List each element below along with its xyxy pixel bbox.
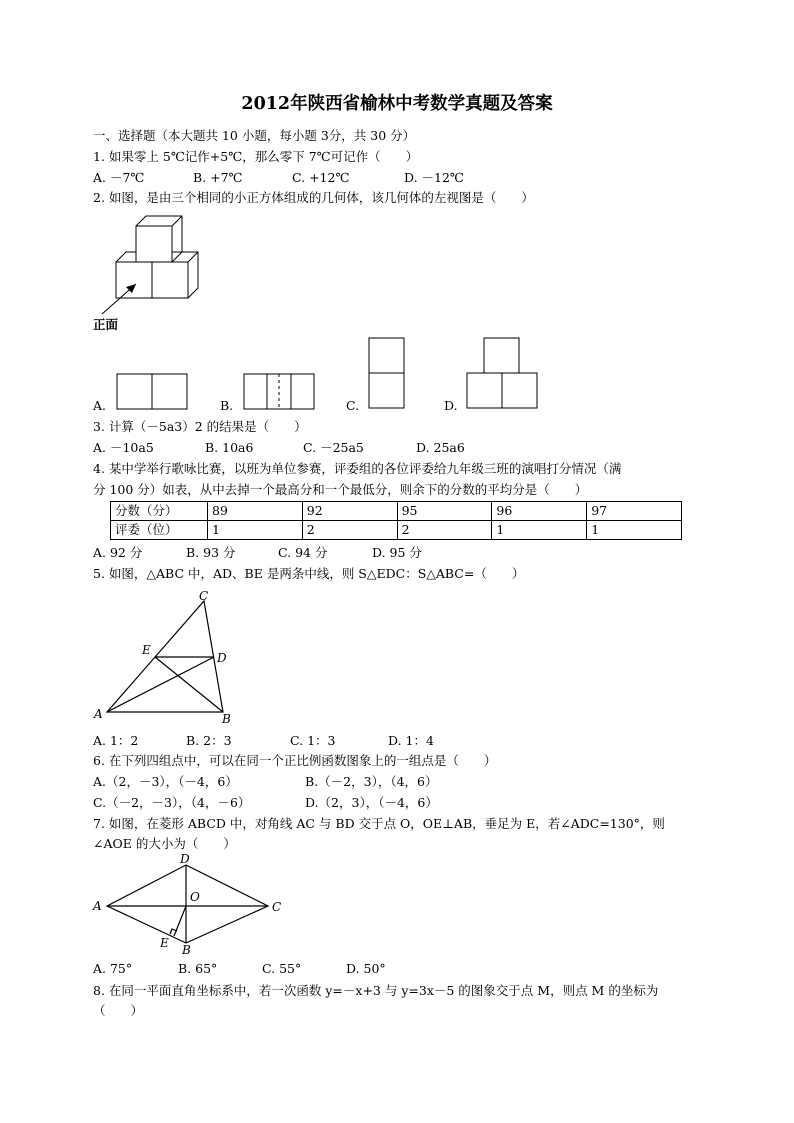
section-heading: 一、选择题（本大题共 10 小题，每小题 3分，共 30 分） (93, 128, 416, 143)
q4-stem-line1: 4. 某中学举行歌咏比赛，以班为单位参赛，评委组的各位评委给九年级三班的演唱打分情况（满 (93, 461, 622, 476)
table-cell: 2 (302, 521, 397, 540)
q3-option-d: D. 25a6 (416, 440, 465, 455)
q2-option-a-letter: A. (93, 398, 107, 413)
q1-option-c: C. +12℃ (292, 170, 350, 185)
q2-option-d-letter: D. (444, 398, 458, 413)
q5-label-d: D (217, 651, 227, 665)
q4-option-a: A. 92 分 (93, 545, 143, 560)
q4-option-c: C. 94 分 (278, 545, 328, 560)
q5-option-c: C. 1：3 (290, 733, 336, 748)
table-cell: 1 (587, 521, 682, 540)
q7-rhombus-abcd (107, 865, 268, 943)
table-header-score: 分数（分） (111, 502, 208, 521)
q4-option-b: B. 93 分 (186, 545, 236, 560)
q5-label-b: B (222, 712, 231, 726)
q2-bottom-right-cube (152, 262, 188, 298)
table-cell: 1 (492, 521, 587, 540)
q5-median-ad (107, 657, 214, 712)
q2-option-b-letter: B. (220, 398, 234, 413)
q5-option-a: A. 1：2 (93, 733, 139, 748)
table-header-judges: 评委（位） (111, 521, 208, 540)
q7-rhombus-figure (90, 850, 300, 960)
q6-option-d: D.（2，3），（－4，6） (305, 795, 438, 810)
q7-option-d: D. 50° (346, 961, 386, 976)
q6-option-a: A.（2，－3），（－4，6） (93, 774, 238, 789)
q1-option-b: B. +7℃ (193, 170, 243, 185)
q1-option-d: D. －12℃ (404, 170, 464, 185)
q4-option-d: D. 95 分 (372, 545, 422, 560)
q7-option-a: A. 75° (93, 961, 133, 976)
q5-label-e: E (142, 643, 151, 657)
q5-stem: 5. 如图，△ABC 中，AD、BE 是两条中线，则 S△EDC：S△ABC=（ ） (93, 566, 525, 581)
q2-option-b-figure (243, 373, 317, 411)
q3-stem: 3. 计算（－5a3）2 的结果是（ ） (93, 419, 307, 434)
q2-option-c-letter: C. (346, 398, 360, 413)
q7-label-b: B (182, 943, 191, 957)
q5-option-d: D. 1：4 (388, 733, 434, 748)
q2-bottom-left-cube (116, 262, 152, 298)
q2-front-label: 正面 (93, 317, 119, 332)
table-cell: 1 (208, 521, 303, 540)
q7-label-c: C (272, 900, 282, 914)
q5-label-a: A (94, 707, 103, 721)
q2-option-a-figure (116, 373, 190, 411)
table-cell: 96 (492, 502, 587, 521)
q3-option-a: A. －10a5 (93, 440, 154, 455)
q4-stem-line2: 分 100 分）如表，从中去掉一个最高分和一个最低分，则余下的分数的平均分是（ ） (93, 482, 588, 497)
table-cell: 97 (587, 502, 682, 521)
q8-stem-line1: 8. 在同一平面直角坐标系中，若一次函数 y=－x+3 与 y=3x－5 的图象交于点 M，则点 M 的坐标为 (93, 983, 659, 998)
q1-stem: 1. 如果零上 5℃记作+5℃，那么零下 7℃可记作（ ） (93, 149, 419, 164)
q3-option-c: C. －25a5 (303, 440, 364, 455)
q7-option-b: B. 65° (178, 961, 218, 976)
q7-stem-line2: ∠AOE 的大小为（ ） (93, 836, 236, 851)
q8-stem-line2: （ ） (93, 1003, 144, 1018)
q6-option-b: B.（－2，3），（4，6） (305, 774, 438, 789)
q7-label-a: A (93, 899, 102, 913)
q1-option-a: A. －7℃ (93, 170, 145, 185)
q5-median-be (155, 657, 223, 712)
q7-stem-line1: 7. 如图，在菱形 ABCD 中，对角线 AC 与 BD 交于点 O，OE⊥AB，垂足为 E，若∠ADC=130°，则 (93, 816, 665, 831)
q7-label-o: O (190, 890, 200, 904)
q7-label-e: E (160, 936, 169, 950)
table-cell: 95 (397, 502, 492, 521)
q3-option-b: B. 10a6 (205, 440, 254, 455)
q5-label-c: C (199, 589, 209, 603)
table-cell: 92 (302, 502, 397, 521)
q6-stem: 6. 在下列四组点中，可以在同一个正比例函数图象上的一组点是（ ） (93, 753, 497, 768)
table-cell: 89 (208, 502, 303, 521)
table-row (111, 521, 682, 540)
q7-label-d: D (180, 852, 190, 866)
q7-option-c: C. 55° (262, 961, 302, 976)
table-cell: 2 (397, 521, 492, 540)
q2-option-d-figure (466, 337, 540, 411)
page-title: 2012年陕西省榆林中考数学真题及答案 (241, 94, 553, 114)
table-row (111, 502, 682, 521)
q5-option-b: B. 2：3 (186, 733, 232, 748)
q6-option-c: C.（－2，－3），（4，－6） (93, 795, 251, 810)
q5-triangle-figure (90, 590, 240, 730)
q2-top-cube-front (136, 226, 172, 262)
q4-score-table (110, 501, 682, 540)
q7-segment-oe (174, 906, 186, 936)
q2-stem: 2. 如图，是由三个相同的小正方体组成的几何体，该几何体的左视图是（ ） (93, 190, 534, 205)
q2-option-c-figure (368, 337, 406, 411)
